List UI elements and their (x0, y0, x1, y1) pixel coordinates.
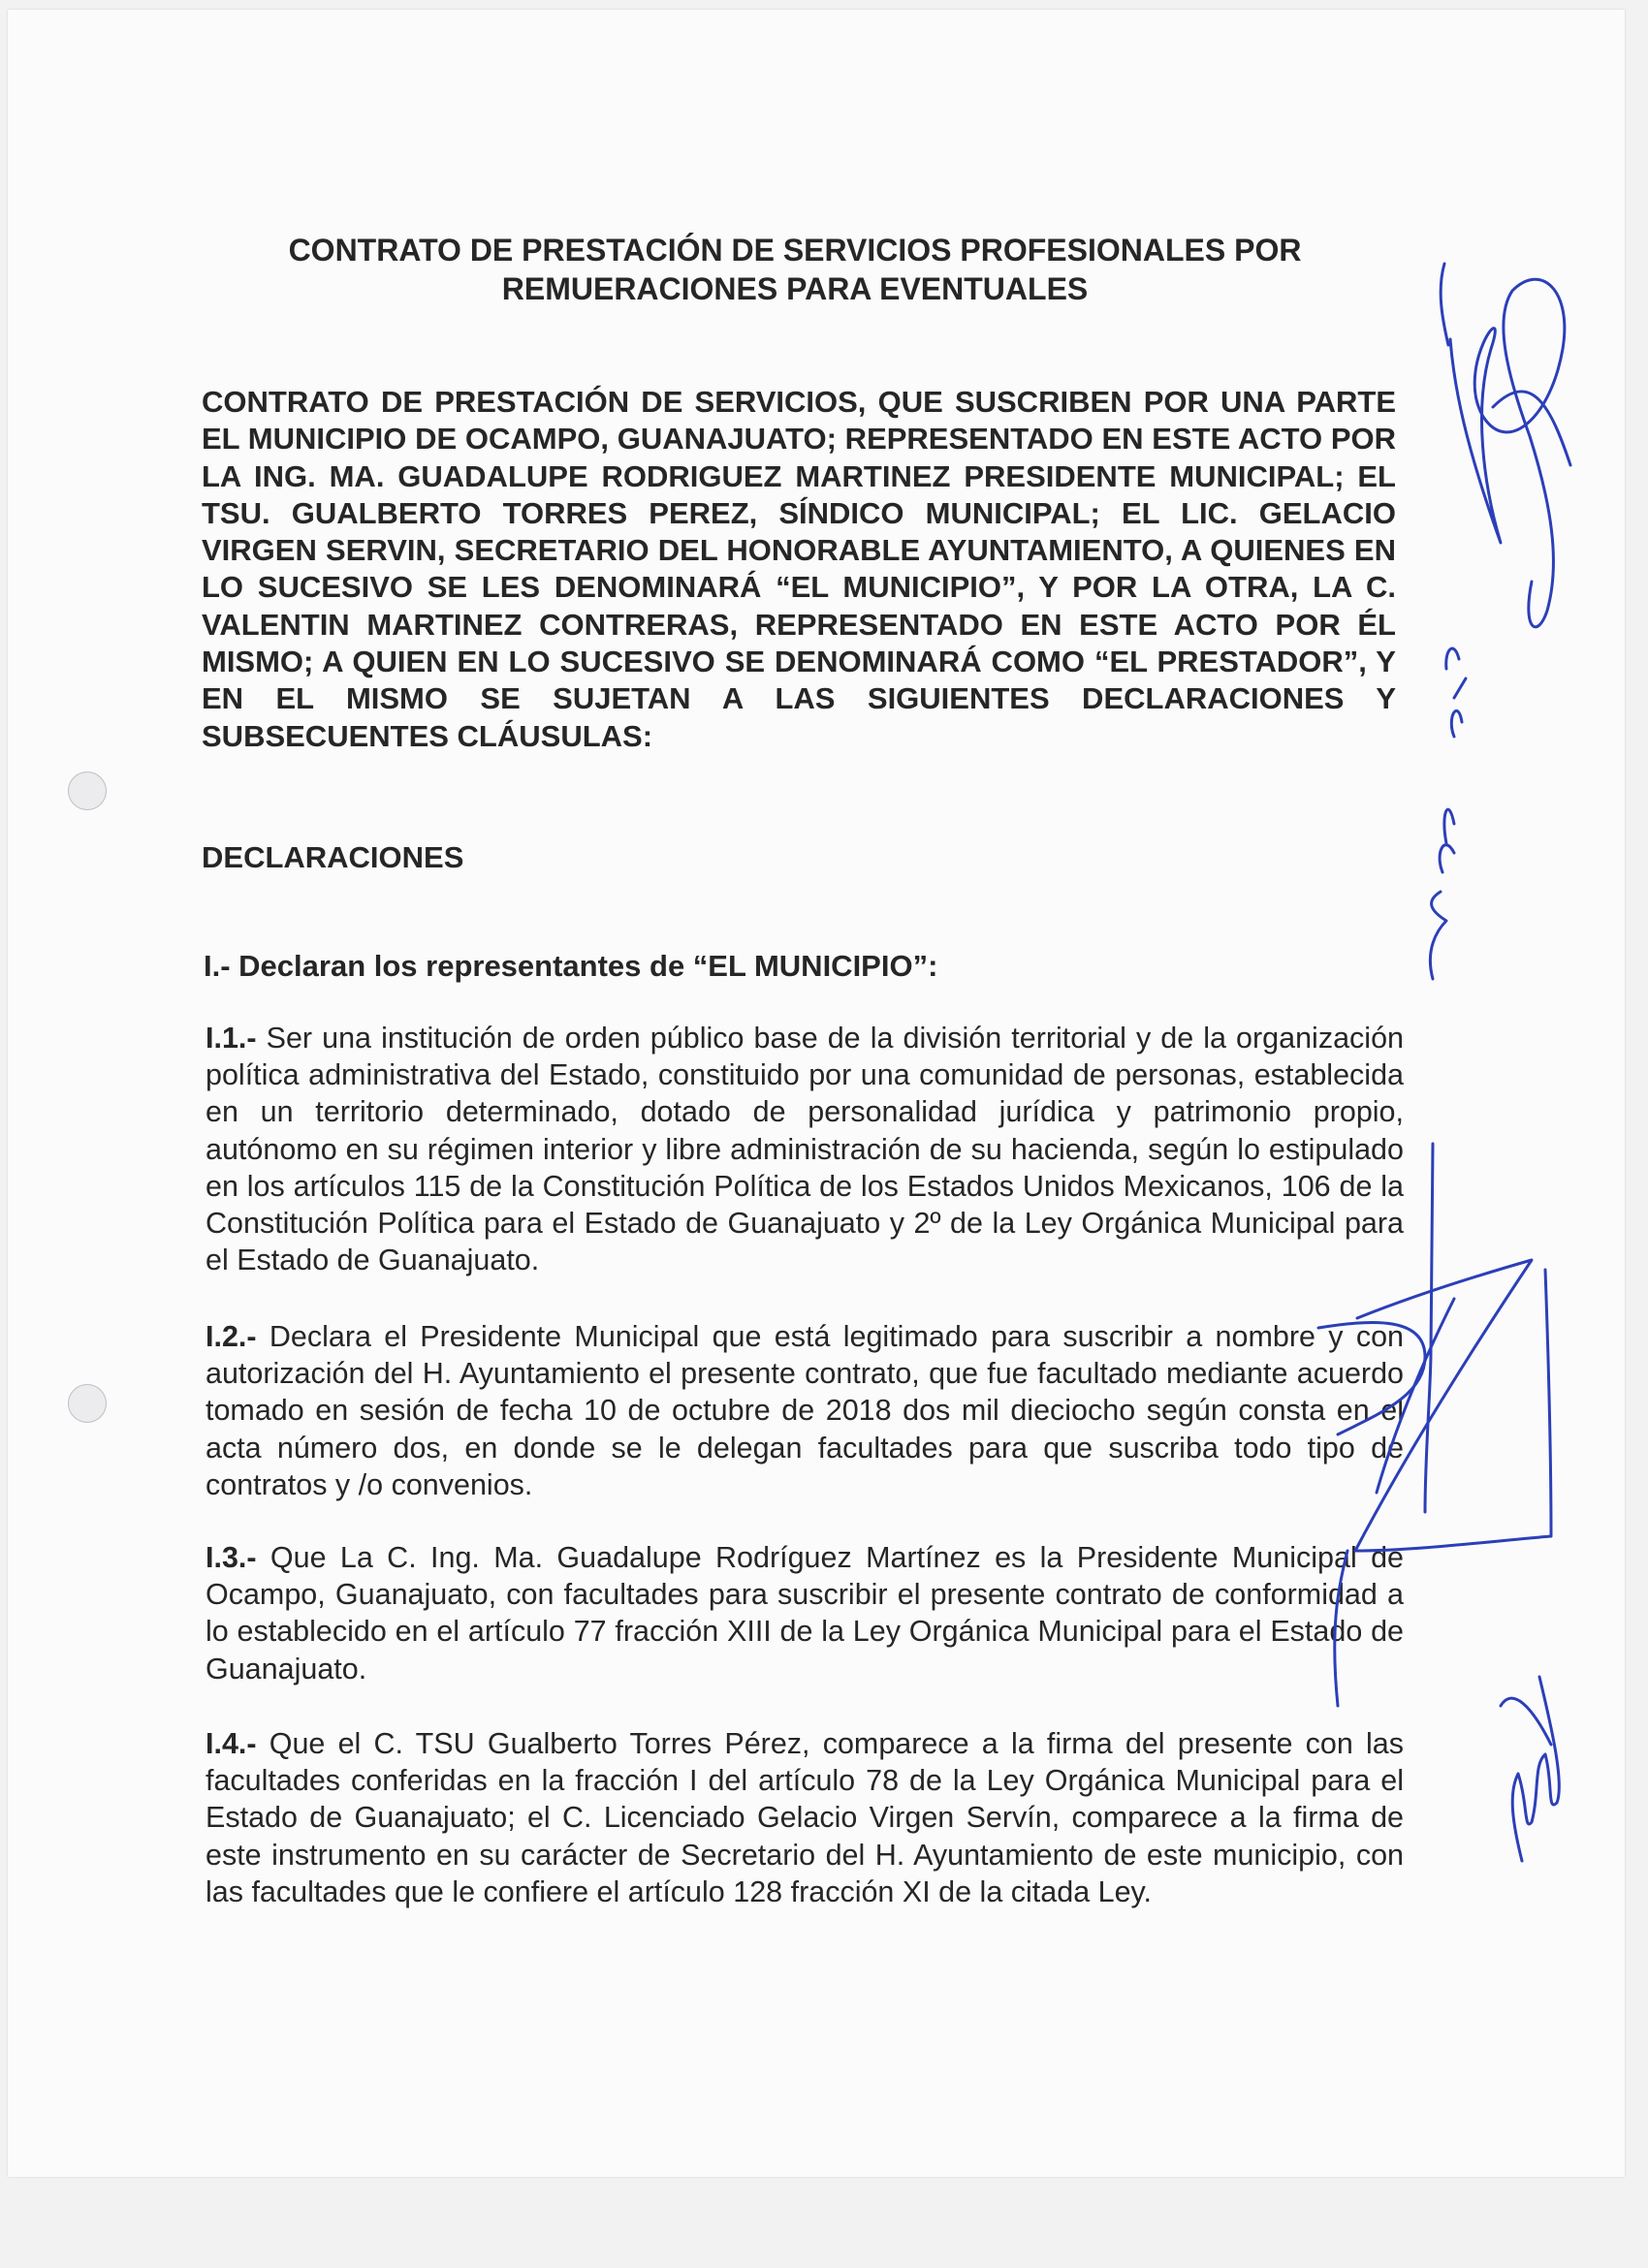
clause-text: Que el C. TSU Gualberto Torres Pérez, comparece a la firma del presente con las facultades conferidas en la fracción I del artículo 78 de la Ley Orgánica Municipal para el Estado de Guanajuato; el C. Licenciado Gelacio Virgen Servín, comparece a la firma de este instrumento en su carácter de Secretario del H. Ayuntamiento de este municipio, con las facultades que le confiere el artículo 128 fracción XI de la citada Ley. (206, 1727, 1404, 1908)
clause-number: I.3.- (206, 1541, 257, 1574)
contract-intro-paragraph: CONTRATO DE PRESTACIÓN DE SERVICIOS, QUE SUSCRIBEN POR UNA PARTE EL MUNICIPIO DE OCAMPO, GUANAJUATO; REPRESENTADO EN ESTE ACTO POR LA ING. MA. GUADALUPE RODRIGUEZ MARTINEZ PRESIDENTE MUNICIPAL; EL TSU. GUALBERTO TORRES PEREZ, SÍNDICO MUNICIPAL; EL LIC. GELACIO VIRGEN SERVIN, SECRETARIO DEL HONORABLE AYUNTAMIENTO, A QUIENES EN LO SUCESIVO SE LES DENOMINARÁ “EL MUNICIPIO”, Y POR LA OTRA, LA C. VALENTIN MARTINEZ CONTRERAS, REPRESENTADO EN ESTE ACTO POR ÉL MISMO; A QUIEN EN LO SUCESIVO SE DENOMINARÁ COMO “EL PRESTADOR”, Y EN EL MISMO SE SUJETAN A LAS SIGUIENTES DECLARACIONES Y SUBSECUENTES CLÁUSULAS: (202, 385, 1396, 753)
clause-text: Que La C. Ing. Ma. Guadalupe Rodríguez Martínez es la Presidente Municipal de Ocampo, Guanajuato, con facultades para suscribir el presente contrato de conformidad a lo establecido en el artículo 77 fracción XIII de la Ley Orgánica Municipal para el Estado de Guanajuato. (206, 1541, 1404, 1685)
punch-hole-bottom (68, 1384, 107, 1423)
clause-text: Ser una institución de orden público base de la división territorial y de la organización política administrativa del Estado, constituido por una comunidad de personas, establecida en un territorio determinado, dotado de personalidad jurídica y patrimonio propio, autónomo en su régimen interior y libre administración de su hacienda, según lo estipulado en los artículos 115 de la Constitución Política de los Estados Unidos Mexicanos, 106 de la Constitución Política para el Estado de Guanajuato y 2º de la Ley Orgánica Municipal para el Estado de Guanajuato. (206, 1022, 1404, 1277)
clause-i-1 (206, 1020, 1404, 1278)
contract-title (194, 231, 1396, 308)
punch-hole-top (68, 772, 107, 810)
clause-number: I.2.- (206, 1320, 257, 1353)
contract-title-line-1: CONTRATO DE PRESTACIÓN DE SERVICIOS PROFESIONALES POR (288, 233, 1302, 268)
clause-text: Declara el Presidente Municipal que está legitimado para suscribir a nombre y con autorización del H. Ayuntamiento el presente contrato, que fue facultado mediante acuerdo tomado en sesión de fecha 10 de octubre de 2018 dos mil dieciocho según consta en el acta número dos, en donde se le delegan facultades para que suscriba todo tipo de contratos y /o convenios. (206, 1320, 1404, 1501)
clause-i-2 (206, 1318, 1404, 1503)
municipio-declarations-subheading: I.- Declaran los representantes de “EL MUNICIPIO”: (204, 949, 938, 983)
clause-number: I.1.- (206, 1022, 257, 1055)
clause-i-3 (206, 1539, 1404, 1687)
clause-number: I.4.- (206, 1727, 257, 1760)
declarations-heading: DECLARACIONES (202, 840, 464, 874)
contract-title-line-2: REMUERACIONES PARA EVENTUALES (501, 271, 1089, 306)
clause-i-4 (206, 1725, 1404, 1910)
